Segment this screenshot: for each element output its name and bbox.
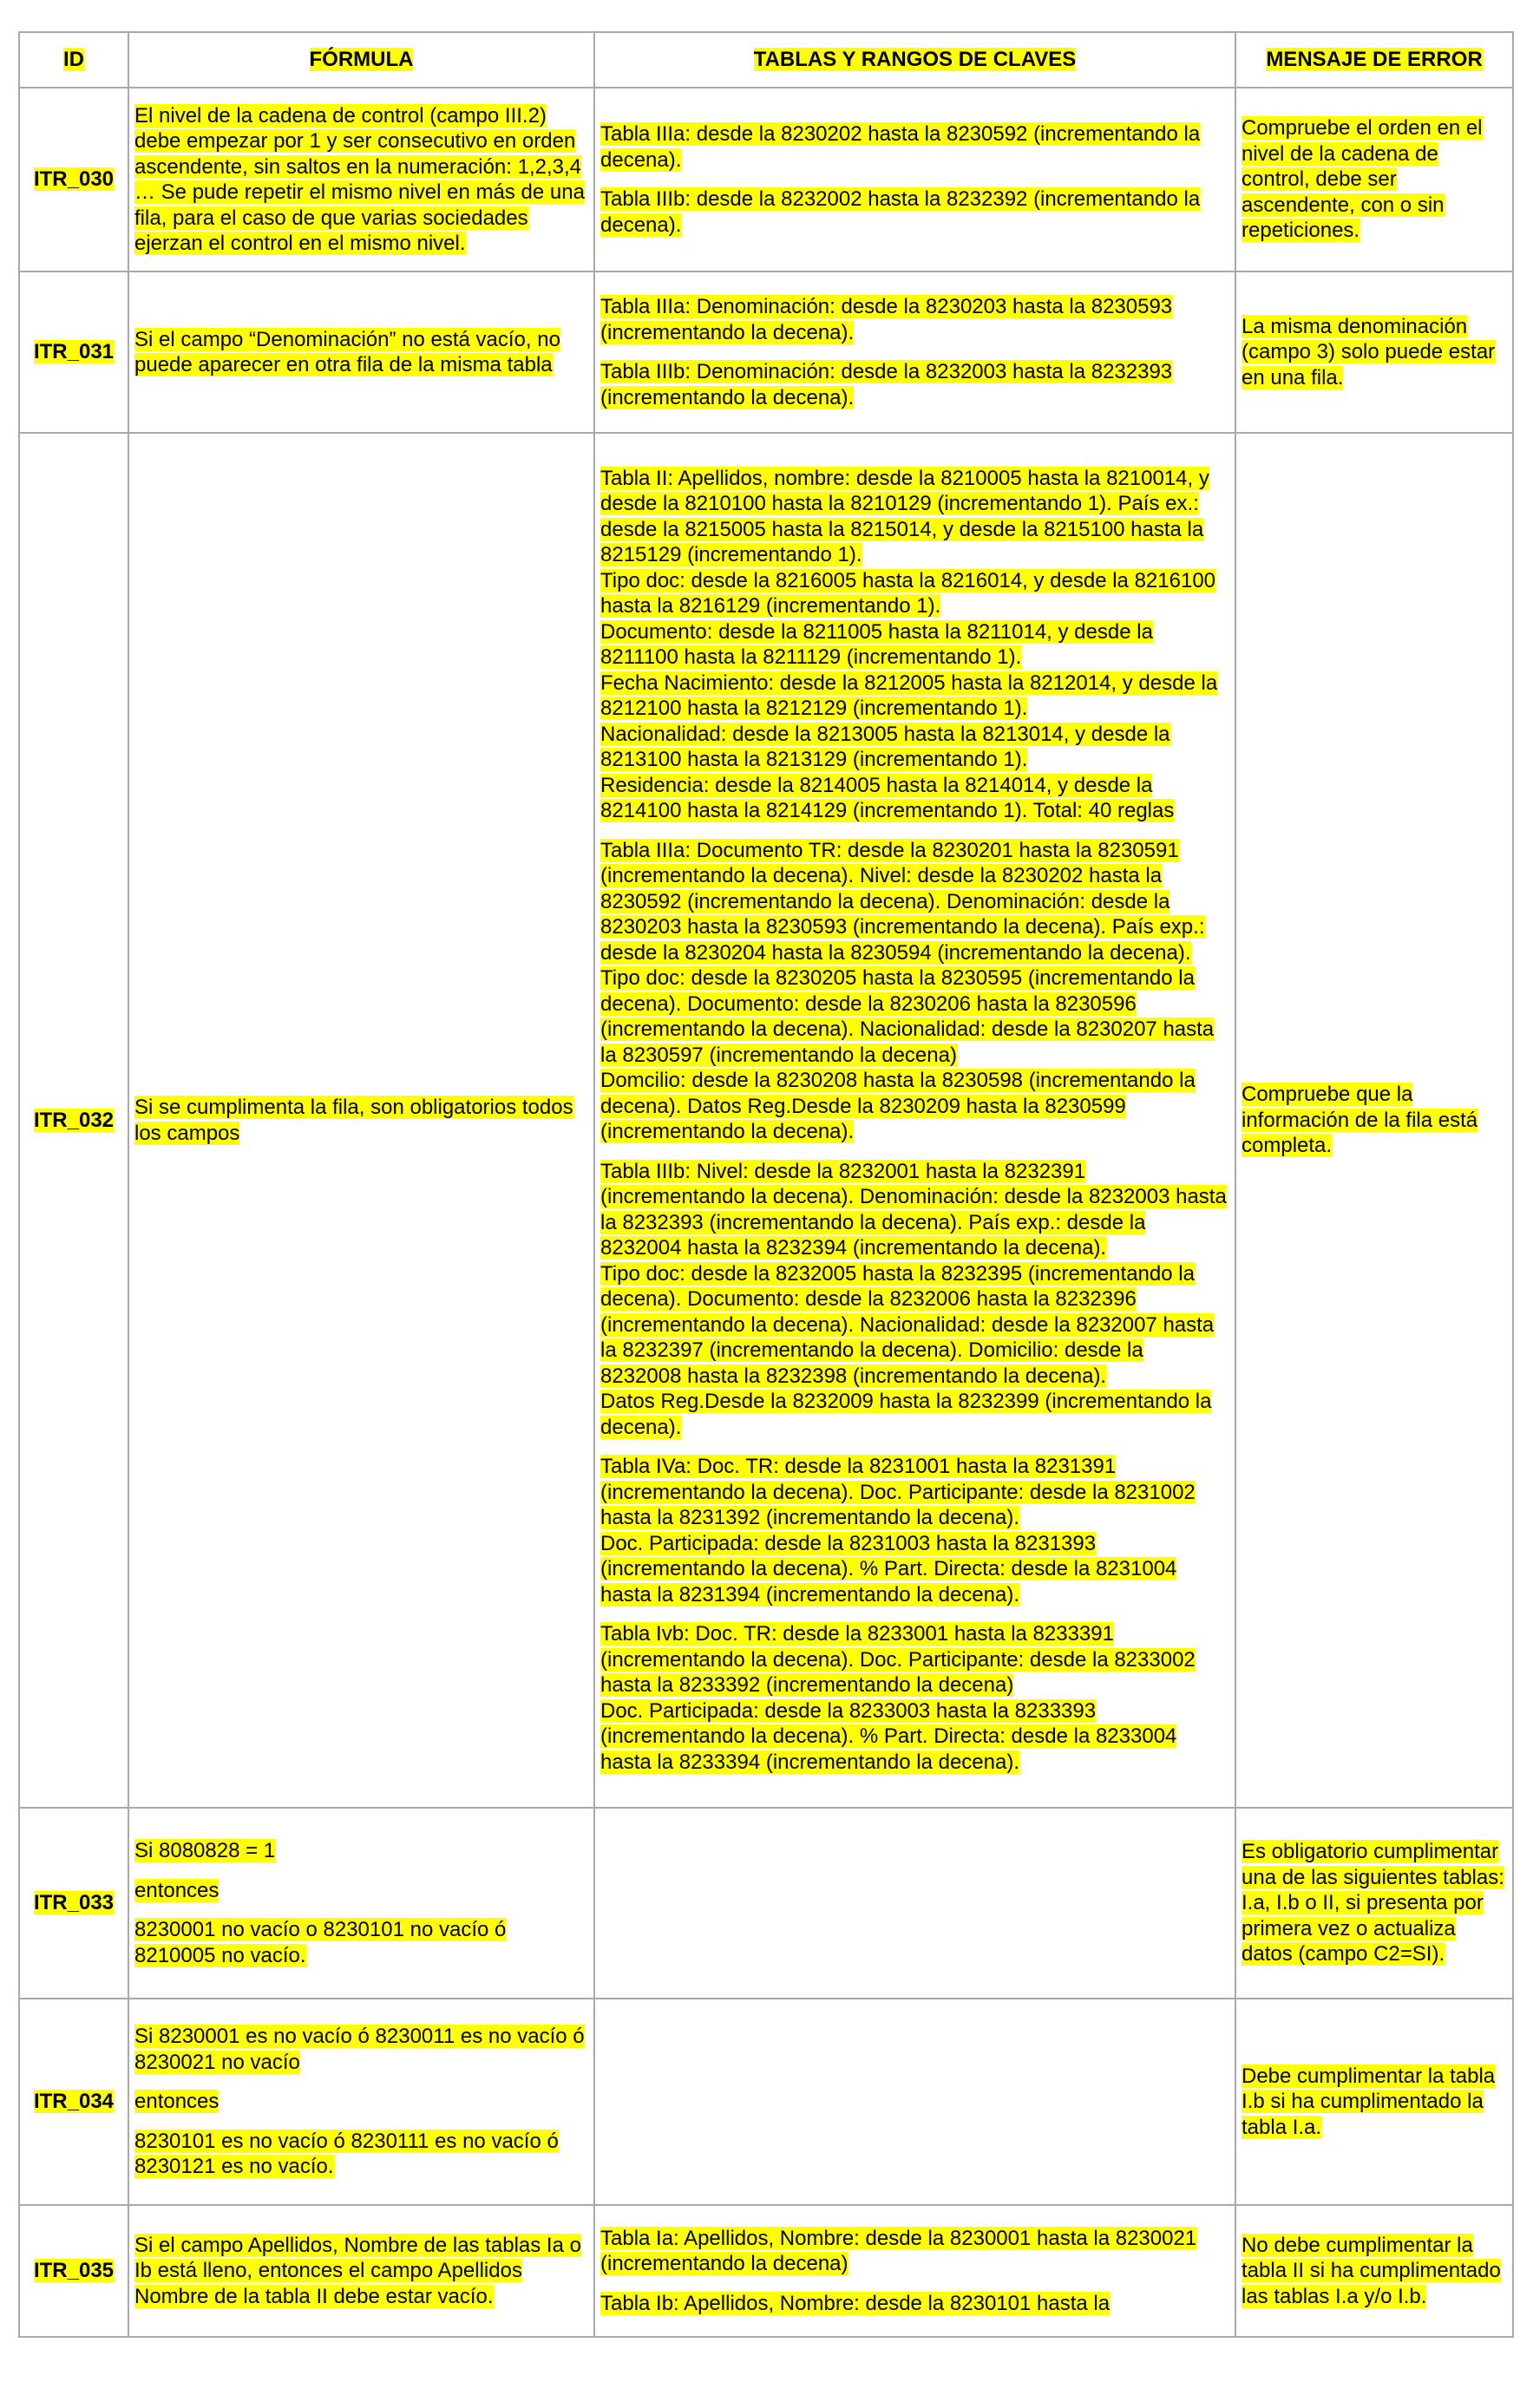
rule-formula-text: El nivel de la cadena de control (campo III.2) debe empezar por 1 y ser consecutivo en orden ascendente, sin saltos en la numeración: 1,2,3,4 … Se pude repetir el mismo nivel en más de una fila, para el caso de que varias sociedades ejerzan el control en el mismo nivel. bbox=[134, 103, 585, 255]
rule-tables bbox=[594, 433, 1235, 1808]
rule-tables-text: Tabla IIIa: desde la 8230202 hasta la 8230592 (incrementando la decena). bbox=[600, 122, 1201, 172]
rule-formula-paragraph bbox=[134, 2233, 588, 2310]
rule-tables-paragraph bbox=[600, 121, 1229, 173]
rule-formula-paragraph bbox=[134, 2089, 588, 2115]
rule-formula bbox=[128, 1808, 594, 1999]
header-row bbox=[19, 32, 1513, 88]
rule-formula-text: entonces bbox=[134, 1878, 219, 1902]
rule-formula-text: Si se cumplimenta la fila, son obligatorios todos los campos bbox=[134, 1096, 573, 1145]
header-id: ID bbox=[19, 32, 128, 88]
rule-tables-text: Tabla IIIa: Denominación: desde la 8230203 hasta la 8230593 (incrementando la decena). bbox=[600, 295, 1173, 344]
rule-tables-text: Tabla IVa: Doc. TR: desde la 8231001 hasta la 8231391 (incrementando la decena). Doc. Participante: desde la 8231002 hasta la 8231392 (incrementando la decena). Doc. Participada: desde la 8231003 hasta la 8231393 (incrementando la decena). % Part. Directa: desde la 8231004 hasta la 8231394 (incrementando la decena). bbox=[600, 1455, 1196, 1606]
table-row bbox=[19, 1808, 1513, 1999]
rule-id: ITR_032 bbox=[19, 433, 128, 1808]
rule-tables-text: Tabla Ib: Apellidos, Nombre: desde la 8230101 hasta la bbox=[600, 2291, 1110, 2315]
rule-tables-text: Tabla Ia: Apellidos, Nombre: desde la 8230001 hasta la 8230021 (incrementando la decena) bbox=[600, 2226, 1197, 2276]
rule-formula-paragraph bbox=[134, 1878, 588, 1904]
rule-formula bbox=[128, 272, 594, 433]
rule-tables-paragraph bbox=[600, 466, 1229, 824]
rule-formula-paragraph bbox=[134, 327, 588, 378]
rule-id: ITR_034 bbox=[19, 1999, 128, 2205]
rule-id: ITR_030 bbox=[19, 88, 128, 272]
rule-tables-text: Tabla IIIb: Nivel: desde la 8232001 hasta la 8232391 (incrementando la decena). Denominación: desde la 8232003 hasta la 8232393 (incrementando la decena). País exp.: desde la 8232004 hasta la 8232394 (incrementando la decena). Tipo doc: desde la 8232005 hasta la 8232395 (incrementando la decena). Documento: desde la 8232006 hasta la 8232396 (incrementando la decena). Nacionalidad: desde la 8232007 hasta la 8232397 (incrementando la decena). Domicilio: desde la 8232008 hasta la 8232398 (incrementando la decena). Datos Reg.Desde la 8232009 hasta la 8232399 (incrementando la decena). bbox=[600, 1159, 1227, 1439]
rule-formula-text: 8230101 es no vacío ó 8230111 es no vacío ó 8230121 es no vacío. bbox=[134, 2129, 559, 2179]
rule-error-message: No debe cumplimentar la tabla II si ha cumplimentado las tablas I.a y/o I.b. bbox=[1235, 2205, 1513, 2337]
rule-formula-text: 8230001 no vacío o 8230101 no vacío ó 8210005 no vacío. bbox=[134, 1918, 507, 1967]
rule-tables-paragraph bbox=[600, 294, 1229, 345]
rule-error-message: Compruebe que la información de la fila está completa. bbox=[1235, 433, 1513, 1808]
table-row bbox=[19, 433, 1513, 1808]
rules-table bbox=[18, 31, 1514, 2338]
header-tables: TABLAS Y RANGOS DE CLAVES bbox=[594, 32, 1235, 88]
rule-formula-text: Si 8230001 es no vacío ó 8230011 es no vacío ó 8230021 no vacío bbox=[134, 2025, 585, 2074]
rule-tables-paragraph bbox=[600, 2226, 1229, 2277]
rule-formula-text: entonces bbox=[134, 2090, 219, 2114]
header-message: MENSAJE DE ERROR bbox=[1235, 32, 1513, 88]
rule-formula bbox=[128, 1999, 594, 2205]
table-body bbox=[19, 88, 1513, 2337]
rule-formula-paragraph bbox=[134, 103, 588, 257]
table-row bbox=[19, 1999, 1513, 2205]
rule-tables-paragraph bbox=[600, 2291, 1229, 2317]
rule-tables-paragraph bbox=[600, 186, 1229, 238]
rule-id: ITR_035 bbox=[19, 2205, 128, 2337]
rule-tables-paragraph bbox=[600, 838, 1229, 1145]
rule-tables-paragraph bbox=[600, 359, 1229, 410]
rule-formula-paragraph bbox=[134, 1095, 588, 1146]
rule-tables-text: Tabla Ivb: Doc. TR: desde la 8233001 hasta la 8233391 (incrementando la decena). Doc. Participante: desde la 8233002 hasta la 8233392 (incrementando la decena) Doc. Participada: desde la 8233003 hasta la 8233393 (incrementando la decena). % Part. Directa: desde la 8233004 hasta la 8233394 (incrementando la decena). bbox=[600, 1622, 1196, 1774]
rule-formula-paragraph bbox=[134, 1838, 588, 1864]
rule-tables bbox=[594, 1999, 1235, 2205]
table-row bbox=[19, 88, 1513, 272]
rule-tables bbox=[594, 2205, 1235, 2337]
rule-error-message: Compruebe el orden en el nivel de la cadena de control, debe ser ascendente, con o sin repeticiones. bbox=[1235, 88, 1513, 272]
rule-formula bbox=[128, 433, 594, 1808]
rule-tables bbox=[594, 88, 1235, 272]
rule-formula-paragraph bbox=[134, 2024, 588, 2075]
rule-id: ITR_031 bbox=[19, 272, 128, 433]
rule-formula-text: Si 8080828 = 1 bbox=[134, 1839, 276, 1862]
rule-tables-text: Tabla II: Apellidos, nombre: desde la 8210005 hasta la 8210014, y desde la 8210100 hasta la 8210129 (incrementando 1). País ex.: desde la 8215005 hasta la 8215014, y desde la 8215100 hasta la 8215129 (incrementando 1). Tipo doc: desde la 8216005 hasta la 8216014, y desde la 8216100 hasta la 8216129 (incrementando 1). Documento: desde la 8211005 hasta la 8211014, y desde la 8211100 hasta la 8211129 (incrementando 1). Fecha Nacimiento: desde la 8212005 hasta la 8212014, y desde la 8212100 hasta la 8212129 (incrementando 1). Nacionalidad: desde la 8213005 hasta la 8213014, y desde la 8213100 hasta la 8213129 (incrementando 1). Residencia: desde la 8214005 hasta la 8214014, y desde la 8214100 hasta la 8214129 (incrementando 1). Total: 40 reglas bbox=[600, 466, 1218, 823]
rule-error-message: La misma denominación (campo 3) solo puede estar en una fila. bbox=[1235, 272, 1513, 433]
rule-tables bbox=[594, 272, 1235, 433]
header-formula: FÓRMULA bbox=[128, 32, 594, 88]
rule-error-message: Debe cumplimentar la tabla I.b si ha cumplimentado la tabla I.a. bbox=[1235, 1999, 1513, 2205]
rule-tables-paragraph bbox=[600, 1159, 1229, 1441]
rule-formula-text: Si el campo Apellidos, Nombre de las tablas Ia o Ib está lleno, entonces el campo Apellidos Nombre de la tabla II debe estar vacío. bbox=[134, 2233, 581, 2308]
table-row bbox=[19, 2205, 1513, 2337]
rule-id: ITR_033 bbox=[19, 1808, 128, 1999]
rule-formula-paragraph bbox=[134, 1917, 588, 1968]
rule-tables-text: Tabla IIIa: Documento TR: desde la 8230201 hasta la 8230591 (incrementando la decena). Nivel: desde la 8230202 hasta la 8230592 (incrementando la decena). Denominación: desde la 8230203 hasta la 8230593 (incrementando la decena). País exp.: desde la 8230204 hasta la 8230594 (incrementando la decena). Tipo doc: desde la 8230205 hasta la 8230595 (incrementando la decena). Documento: desde la 8230206 hasta la 8230596 (incrementando la decena). Nacionalidad: desde la 8230207 hasta la 8230597 (incrementando la decena) Domcilio: desde la 8230208 hasta la 8230598 (incrementando la decena). Datos Reg.Desde la 8230209 hasta la 8230599 (incrementando la decena). bbox=[600, 838, 1215, 1144]
rule-tables-paragraph bbox=[600, 1621, 1229, 1775]
table-row bbox=[19, 272, 1513, 433]
rule-formula bbox=[128, 2205, 594, 2337]
rule-formula bbox=[128, 88, 594, 272]
rule-tables-text: Tabla IIIb: Denominación: desde la 8232003 hasta la 8232393 (incrementando la decena). bbox=[600, 360, 1173, 409]
rule-tables-paragraph bbox=[600, 1454, 1229, 1607]
rule-formula-text: Si el campo “Denominación” no está vacío, no puede aparecer en otra fila de la misma tabla bbox=[134, 327, 560, 376]
rule-formula-paragraph bbox=[134, 2129, 588, 2180]
rule-tables bbox=[594, 1808, 1235, 1999]
rule-error-message: Es obligatorio cumplimentar una de las siguientes tablas: I.a, I.b o II, si presenta por primera vez o actualiza datos (campo C2=SI). bbox=[1235, 1808, 1513, 1999]
rule-tables-text: Tabla IIIb: desde la 8232002 hasta la 8232392 (incrementando la decena). bbox=[600, 187, 1201, 237]
